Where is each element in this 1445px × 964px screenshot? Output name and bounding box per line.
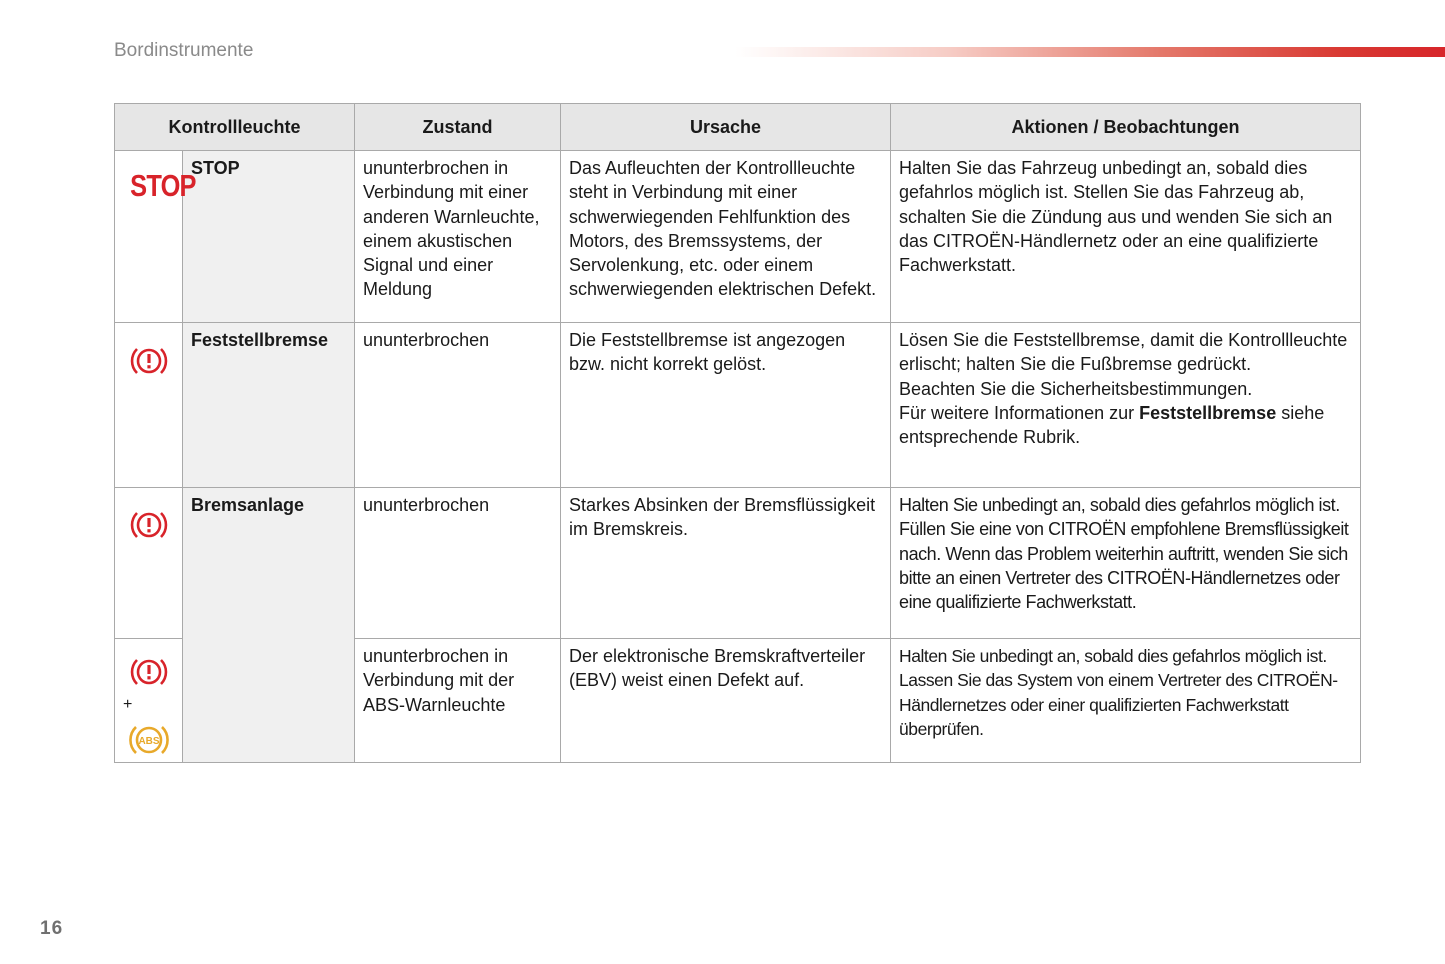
column-header-kontrollleuchte: Kontrollleuchte: [115, 104, 355, 151]
cause-cell: Das Aufleuchten der Kontrollleuchte steht in Verbindung mit einer schwerwiegenden Fehlfunktion des Motors, des Bremssystems, der Servolenkung, etc. oder einem schwerwiegenden elektrischen Defekt.: [561, 151, 891, 323]
plus-sign: +: [123, 696, 133, 713]
light-name: Feststellbremse: [183, 323, 355, 488]
state-cell: ununterbrochen in Verbindung mit einer anderen Warnleuchte, einem akustischen Signal und einer Meldung: [355, 151, 561, 323]
brake-warning-icon: [127, 341, 171, 381]
actions-bold-term: Feststellbremse: [1139, 402, 1277, 423]
header-accent-bar: [735, 47, 1445, 57]
column-header-zustand: Zustand: [355, 104, 561, 151]
warning-lights-table: [114, 103, 1361, 763]
brake-warning-icon: [127, 505, 171, 545]
icon-cell: [115, 639, 183, 763]
table-row: [115, 151, 1361, 323]
table-row: [115, 488, 1361, 639]
abs-icon: [125, 720, 173, 760]
cause-cell: Der elektronische Bremskraftverteiler (EBV) weist einen Defekt auf.: [561, 639, 891, 763]
table-row: [115, 323, 1361, 488]
cause-cell: Starkes Absinken der Bremsflüssigkeit im Bremskreis.: [561, 488, 891, 639]
brake-warning-icon: [127, 652, 171, 692]
state-cell: ununterbrochen in Verbindung mit der ABS-Warnleuchte: [355, 639, 561, 763]
actions-cell: [891, 323, 1361, 488]
actions-cell: Halten Sie das Fahrzeug unbedingt an, sobald dies gefahrlos möglich ist. Stellen Sie das Fahrzeug ab, schalten Sie die Zündung aus und wenden Sie sich an das CITROËN-Händlernetz oder an eine qualifizierte Fachwerkstatt.: [891, 151, 1361, 323]
table-header-row: [115, 104, 1361, 151]
state-cell: ununterbrochen: [355, 488, 561, 639]
icon-cell: [115, 151, 196, 323]
light-name: STOP: [183, 151, 355, 323]
page-number: 16: [40, 918, 64, 939]
actions-text: Lösen Sie die Feststellbremse, damit die Kontrollleuchte erlischt; halten Sie die Fußbremse gedrückt.: [899, 330, 1348, 375]
actions-cell: Halten Sie unbedingt an, sobald dies gefahrlos möglich ist. Füllen Sie eine von CITROËN empfohlene Bremsflüssigkeit nach. Wenn das Problem weiterhin auftritt, wenden Sie sich bitte an einen Vertreter des CITROËN-Händlernetzes oder eine qualifizierte Fachwerkstatt.: [891, 488, 1361, 639]
stop-warning-icon: STOP: [130, 168, 196, 203]
column-header-aktionen: Aktionen / Beobachtungen: [891, 104, 1361, 151]
state-cell: ununterbrochen: [355, 323, 561, 488]
section-title: Bordinstrumente: [114, 40, 254, 61]
column-header-ursache: Ursache: [561, 104, 891, 151]
cause-cell: Die Feststellbremse ist angezogen bzw. nicht korrekt gelöst.: [561, 323, 891, 488]
actions-text: siehe entsprechende Rubrik.: [899, 402, 1325, 448]
actions-text: Für weitere Informationen zur: [899, 402, 1135, 423]
icon-cell: [115, 323, 183, 488]
icon-cell: [115, 488, 183, 639]
actions-cell: Halten Sie unbedingt an, sobald dies gefahrlos möglich ist. Lassen Sie das System von einem Vertreter des CITROËN-Händlernetzes oder einer qualifizierten Fachwerkstatt überprüfen.: [891, 639, 1361, 763]
light-name: Bremsanlage: [183, 488, 355, 763]
actions-text: Beachten Sie die Sicherheitsbestimmungen.: [899, 378, 1253, 399]
abs-icon-label: ABS: [137, 736, 160, 747]
